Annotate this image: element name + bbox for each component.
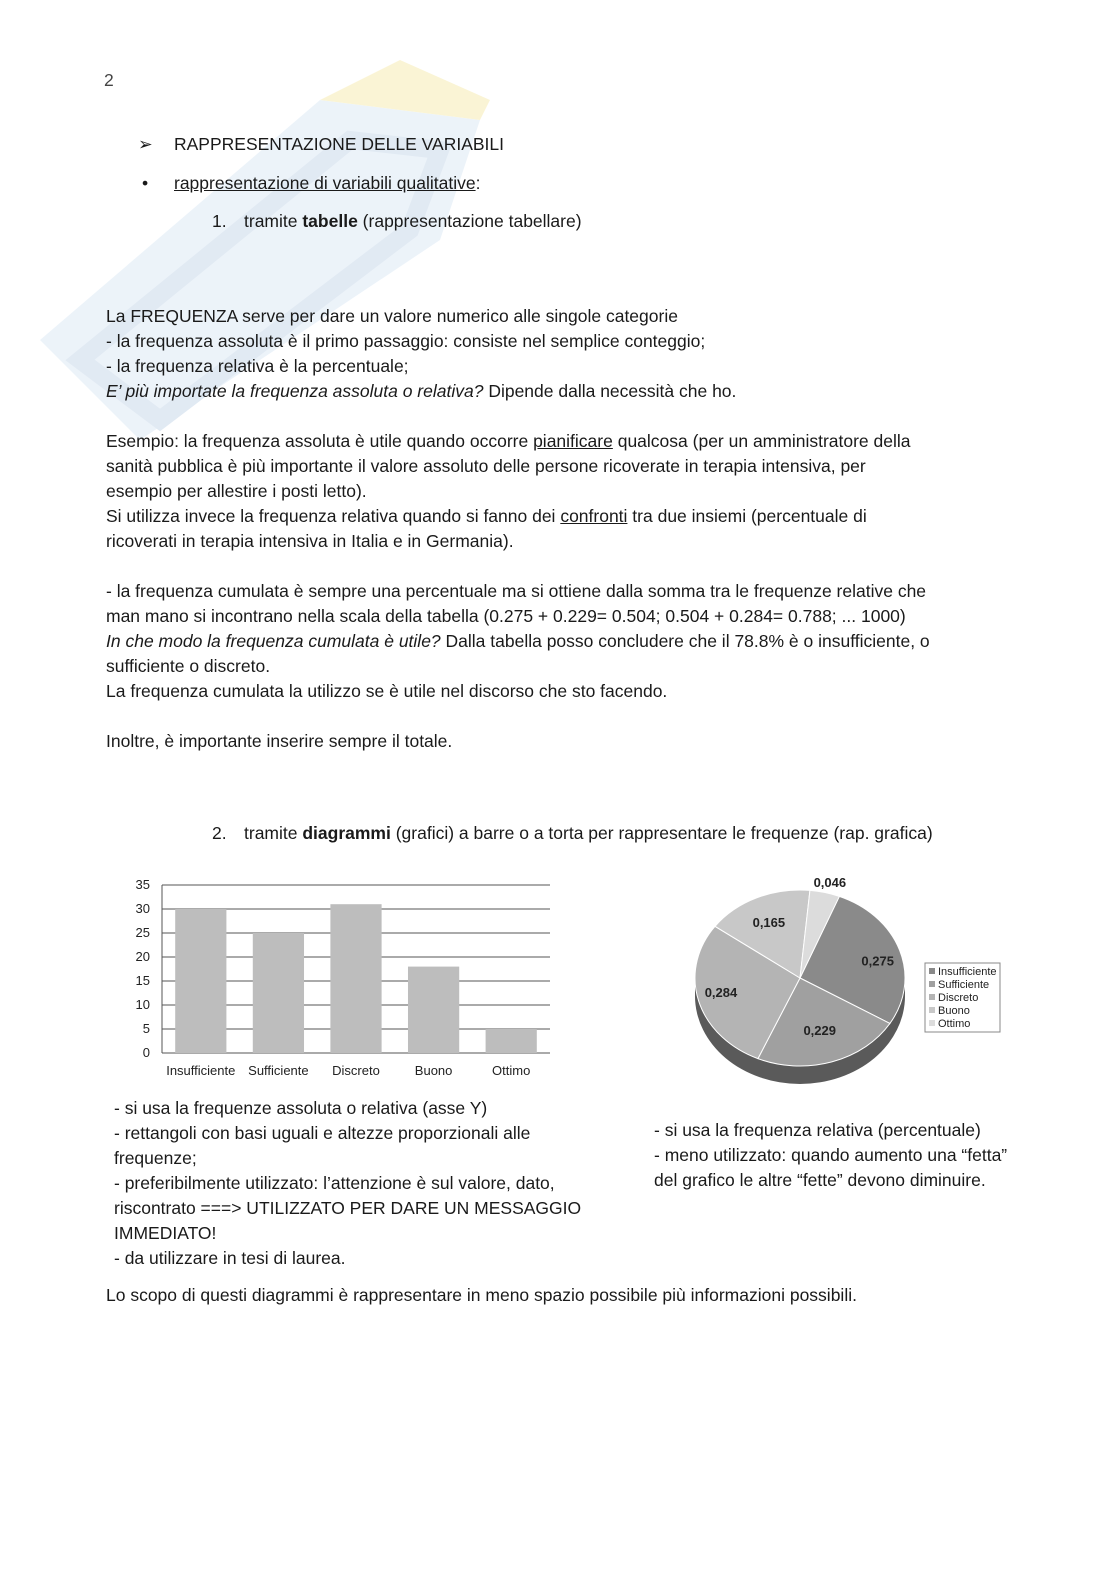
bar-discreto [330,904,381,1053]
x-tick-label: Insufficiente [166,1063,236,1078]
y-tick-label: 20 [135,949,150,964]
subtitle-link-text: rappresentazione di variabili qualitative [174,173,476,193]
legend-swatch [929,981,935,987]
y-tick-label: 0 [142,1045,150,1060]
list-item-number: 2. [212,823,227,843]
note-line: riscontrato ===> UTILIZZATO PER DARE UN MESSAGGIO [114,1198,582,1218]
pie-value-label: 0,165 [752,914,786,930]
bar-ottimo [486,1029,537,1053]
y-tick-label: 15 [135,973,150,988]
conclusion-paragraph: Lo scopo di questi diagrammi è rappresentare in meno spazio possibile più informazioni possibili. [106,1285,857,1305]
dot-bullet-icon: • [142,173,149,193]
paragraph: esempio per allestire i posti letto). [106,481,367,501]
paragraph: Esempio: la frequenza assoluta è utile quando occorre pianificare qualcosa (per un amministratore della [106,431,911,451]
paragraph: La frequenza cumulata la utilizzo se è utile nel discorso che sto facendo. [106,681,668,701]
note-line: frequenze; [114,1148,197,1168]
note-line: - meno utilizzato: quando aumento una “fetta” [654,1145,1008,1165]
page-number: 2 [104,70,114,90]
legend-label: Discreto [938,992,979,1004]
note-line: - rettangoli con basi uguali e altezze proporzionali alle [114,1123,531,1143]
y-tick-label: 5 [142,1021,150,1036]
note-line: - si usa la frequenza relativa (percentuale) [654,1120,981,1140]
paragraph: In che modo la frequenza cumulata è utile? Dalla tabella posso concludere che il 78.8% è o insufficiente, o [106,631,930,651]
bar-sufficiente [253,933,304,1053]
pie-value-label: 0,275 [861,953,894,969]
section-subtitle: rappresentazione di variabili qualitative: [174,173,481,193]
x-tick-label: Ottimo [492,1063,531,1078]
bar-chart [120,870,570,1090]
pie-value-label: 0,284 [704,984,738,1000]
paragraph: - la frequenza relativa è la percentuale; [106,356,409,376]
paragraph: - la frequenza cumulata è sempre una percentuale ma si ottiene dalla somma tra le frequenze relative che [106,581,927,601]
legend-label: Sufficiente [938,979,990,991]
bar-buono [408,967,459,1053]
paragraph: man mano si incontrano nella scala della tabella (0.275 + 0.229= 0.504; 0.504 + 0.284= 0.788; ... 1000) [106,606,906,626]
pie-value-label: 0,229 [803,1022,837,1038]
pie-value-label: 0,046 [813,875,847,891]
paragraph: - la frequenza assoluta è il primo passaggio: consiste nel semplice conteggio; [106,331,706,351]
section-title: RAPPRESENTAZIONE DELLE VARIABILI [174,134,505,154]
note-line: - preferibilmente utilizzato: l’attenzione è sul valore, dato, [114,1173,555,1193]
list-item-diagrammi: tramite diagrammi (grafici) a barre o a torta per rappresentare le frequenze (rap. grafica) [244,823,933,843]
paragraph: E’ più importate la frequenza assoluta o relativa? Dipende dalla necessità che ho. [106,381,737,401]
arrow-bullet-icon: ➢ [138,134,153,154]
list-item-tabelle: tramite tabelle (rappresentazione tabellare) [244,211,582,231]
y-tick-label: 35 [135,877,150,892]
legend-swatch [929,1007,935,1013]
legend-label: Insufficiente [938,966,997,978]
list-item-number: 1. [212,211,227,231]
paragraph: ricoverati in terapia intensiva in Italia e in Germania). [106,531,514,551]
y-tick-label: 30 [135,901,150,916]
legend-label: Buono [938,1005,970,1017]
note-line: - si usa la frequenze assoluta o relativa (asse Y) [114,1098,488,1118]
x-tick-label: Buono [414,1063,453,1078]
note-line: del grafico le altre “fette” devono diminuire. [654,1170,986,1190]
paragraph: sufficiente o discreto. [106,656,271,676]
legend-label: Ottimo [938,1018,971,1030]
legend-swatch [929,1020,935,1026]
note-line: - da utilizzare in tesi di laurea. [114,1248,346,1268]
pie-chart [680,866,1020,1096]
y-tick-label: 10 [135,997,150,1012]
paragraph: Inoltre, è importante inserire sempre il totale. [106,731,453,751]
y-tick-label: 25 [135,925,150,940]
x-tick-label: Discreto [332,1063,380,1078]
note-line: IMMEDIATO! [114,1223,217,1243]
x-tick-label: Sufficiente [248,1063,309,1078]
bar-insufficiente [175,909,226,1053]
legend-swatch [929,994,935,1000]
paragraph: sanità pubblica è più importante il valore assoluto delle persone ricoverate in terapia intensiva, per [106,456,866,476]
paragraph: Si utilizza invece la frequenza relativa quando si fanno dei confronti tra due insiemi (percentuale di [106,506,867,526]
legend-swatch [929,968,935,974]
paragraph: La FREQUENZA serve per dare un valore numerico alle singole categorie [106,306,678,326]
